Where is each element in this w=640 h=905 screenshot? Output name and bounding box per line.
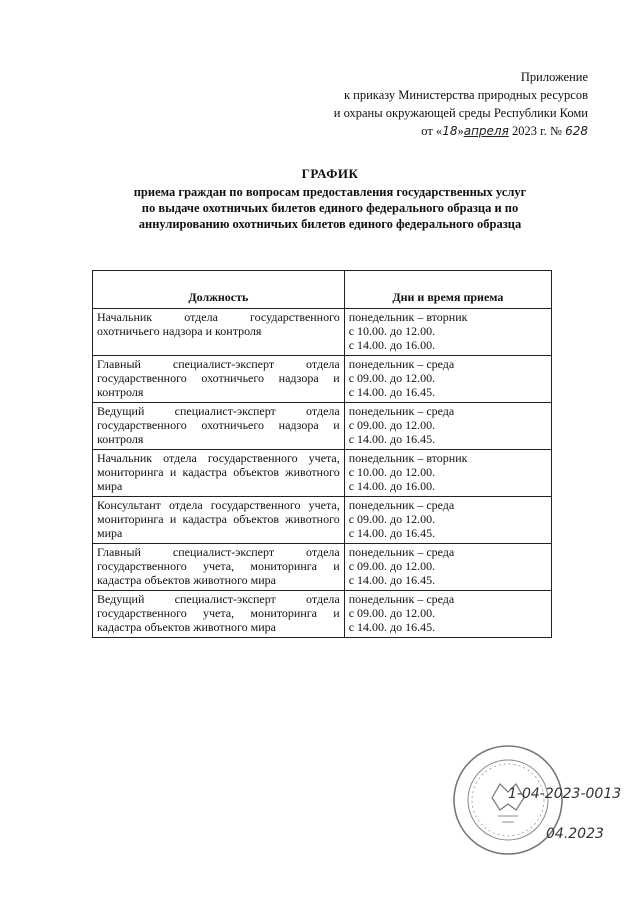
days: понедельник – среда — [348, 404, 455, 418]
schedule-table — [92, 270, 552, 638]
time-cell — [344, 544, 551, 591]
order-date-line — [228, 122, 588, 140]
table-row — [93, 356, 552, 403]
position-cell: Ведущий специалист-эксперт отдела государственного учета, мониторинга и кадастра объектов животного мира — [93, 591, 345, 638]
appendix-line-1: к приказу Министерства природных ресурсов — [343, 88, 588, 102]
afternoon-time: с 14.00. до 16.45. — [348, 385, 436, 399]
position-cell: Начальник отдела государственного учета, мониторинга и кадастра объектов животного мира — [93, 450, 345, 497]
header-position: Должность — [93, 271, 345, 309]
appendix-line-2: и охраны окружающей среды Республики Коми — [333, 106, 588, 120]
time-cell — [344, 356, 551, 403]
order-number: 628 — [565, 124, 588, 138]
registration-date: 04.2023 — [546, 826, 604, 842]
table-row — [93, 544, 552, 591]
date-prefix: от « — [421, 124, 443, 138]
heading-line-1: приема граждан по вопросам предоставления государственных услуг — [133, 185, 527, 199]
days: понедельник – среда — [348, 357, 455, 371]
time-cell — [344, 497, 551, 544]
afternoon-time: с 14.00. до 16.00. — [348, 338, 436, 352]
morning-time: с 10.00. до 12.00. — [348, 465, 436, 479]
date-day: 18 — [442, 124, 458, 138]
days: понедельник – вторник — [348, 310, 468, 324]
afternoon-time: с 14.00. до 16.45. — [348, 620, 436, 634]
afternoon-time: с 14.00. до 16.45. — [348, 432, 436, 446]
appendix-label: Приложение — [520, 70, 588, 84]
afternoon-time: с 14.00. до 16.45. — [348, 573, 436, 587]
days: понедельник – вторник — [348, 451, 468, 465]
days: понедельник – среда — [348, 545, 455, 559]
morning-time: с 09.00. до 12.00. — [348, 606, 436, 620]
time-cell — [344, 450, 551, 497]
time-cell — [344, 403, 551, 450]
date-year: 2023 г. № — [508, 124, 566, 138]
document-heading — [90, 166, 570, 232]
heading-line-2: по выдаче охотничьих билетов единого федерального образца и по — [141, 201, 519, 215]
appendix-block — [228, 68, 588, 140]
table-row — [93, 591, 552, 638]
morning-time: с 09.00. до 12.00. — [348, 559, 436, 573]
table-row — [93, 309, 552, 356]
morning-time: с 10.00. до 12.00. — [348, 324, 436, 338]
heading-line-3: аннулированию охотничьих билетов единого федерального образца — [138, 217, 522, 231]
position-cell: Главный специалист-эксперт отдела государственного учета, мониторинга и кадастра объектов животного мира — [93, 544, 345, 591]
table-row — [93, 497, 552, 544]
table-row — [93, 450, 552, 497]
time-cell — [344, 309, 551, 356]
days: понедельник – среда — [348, 592, 455, 606]
registration-number: 1-04-2023-0013 — [508, 786, 622, 802]
days: понедельник – среда — [348, 498, 455, 512]
table-row — [93, 403, 552, 450]
morning-time: с 09.00. до 12.00. — [348, 512, 436, 526]
morning-time: с 09.00. до 12.00. — [348, 371, 436, 385]
position-cell: Ведущий специалист-эксперт отдела государственного охотничьего надзора и контроля — [93, 403, 345, 450]
time-cell — [344, 591, 551, 638]
position-cell: Консультант отдела государственного учета, мониторинга и кадастра объектов животного мира — [93, 497, 345, 544]
table-header-row — [93, 271, 552, 309]
position-cell: Начальник отдела государственного охотничьего надзора и контроля — [93, 309, 345, 356]
document-title: ГРАФИК — [301, 166, 359, 181]
header-time: Дни и время приема — [344, 271, 551, 309]
afternoon-time: с 14.00. до 16.00. — [348, 479, 436, 493]
date-mid: » — [457, 124, 464, 138]
morning-time: с 09.00. до 12.00. — [348, 418, 436, 432]
date-month: апреля — [463, 124, 509, 138]
position-cell: Главный специалист-эксперт отдела государственного охотничьего надзора и контроля — [93, 356, 345, 403]
afternoon-time: с 14.00. до 16.45. — [348, 526, 436, 540]
